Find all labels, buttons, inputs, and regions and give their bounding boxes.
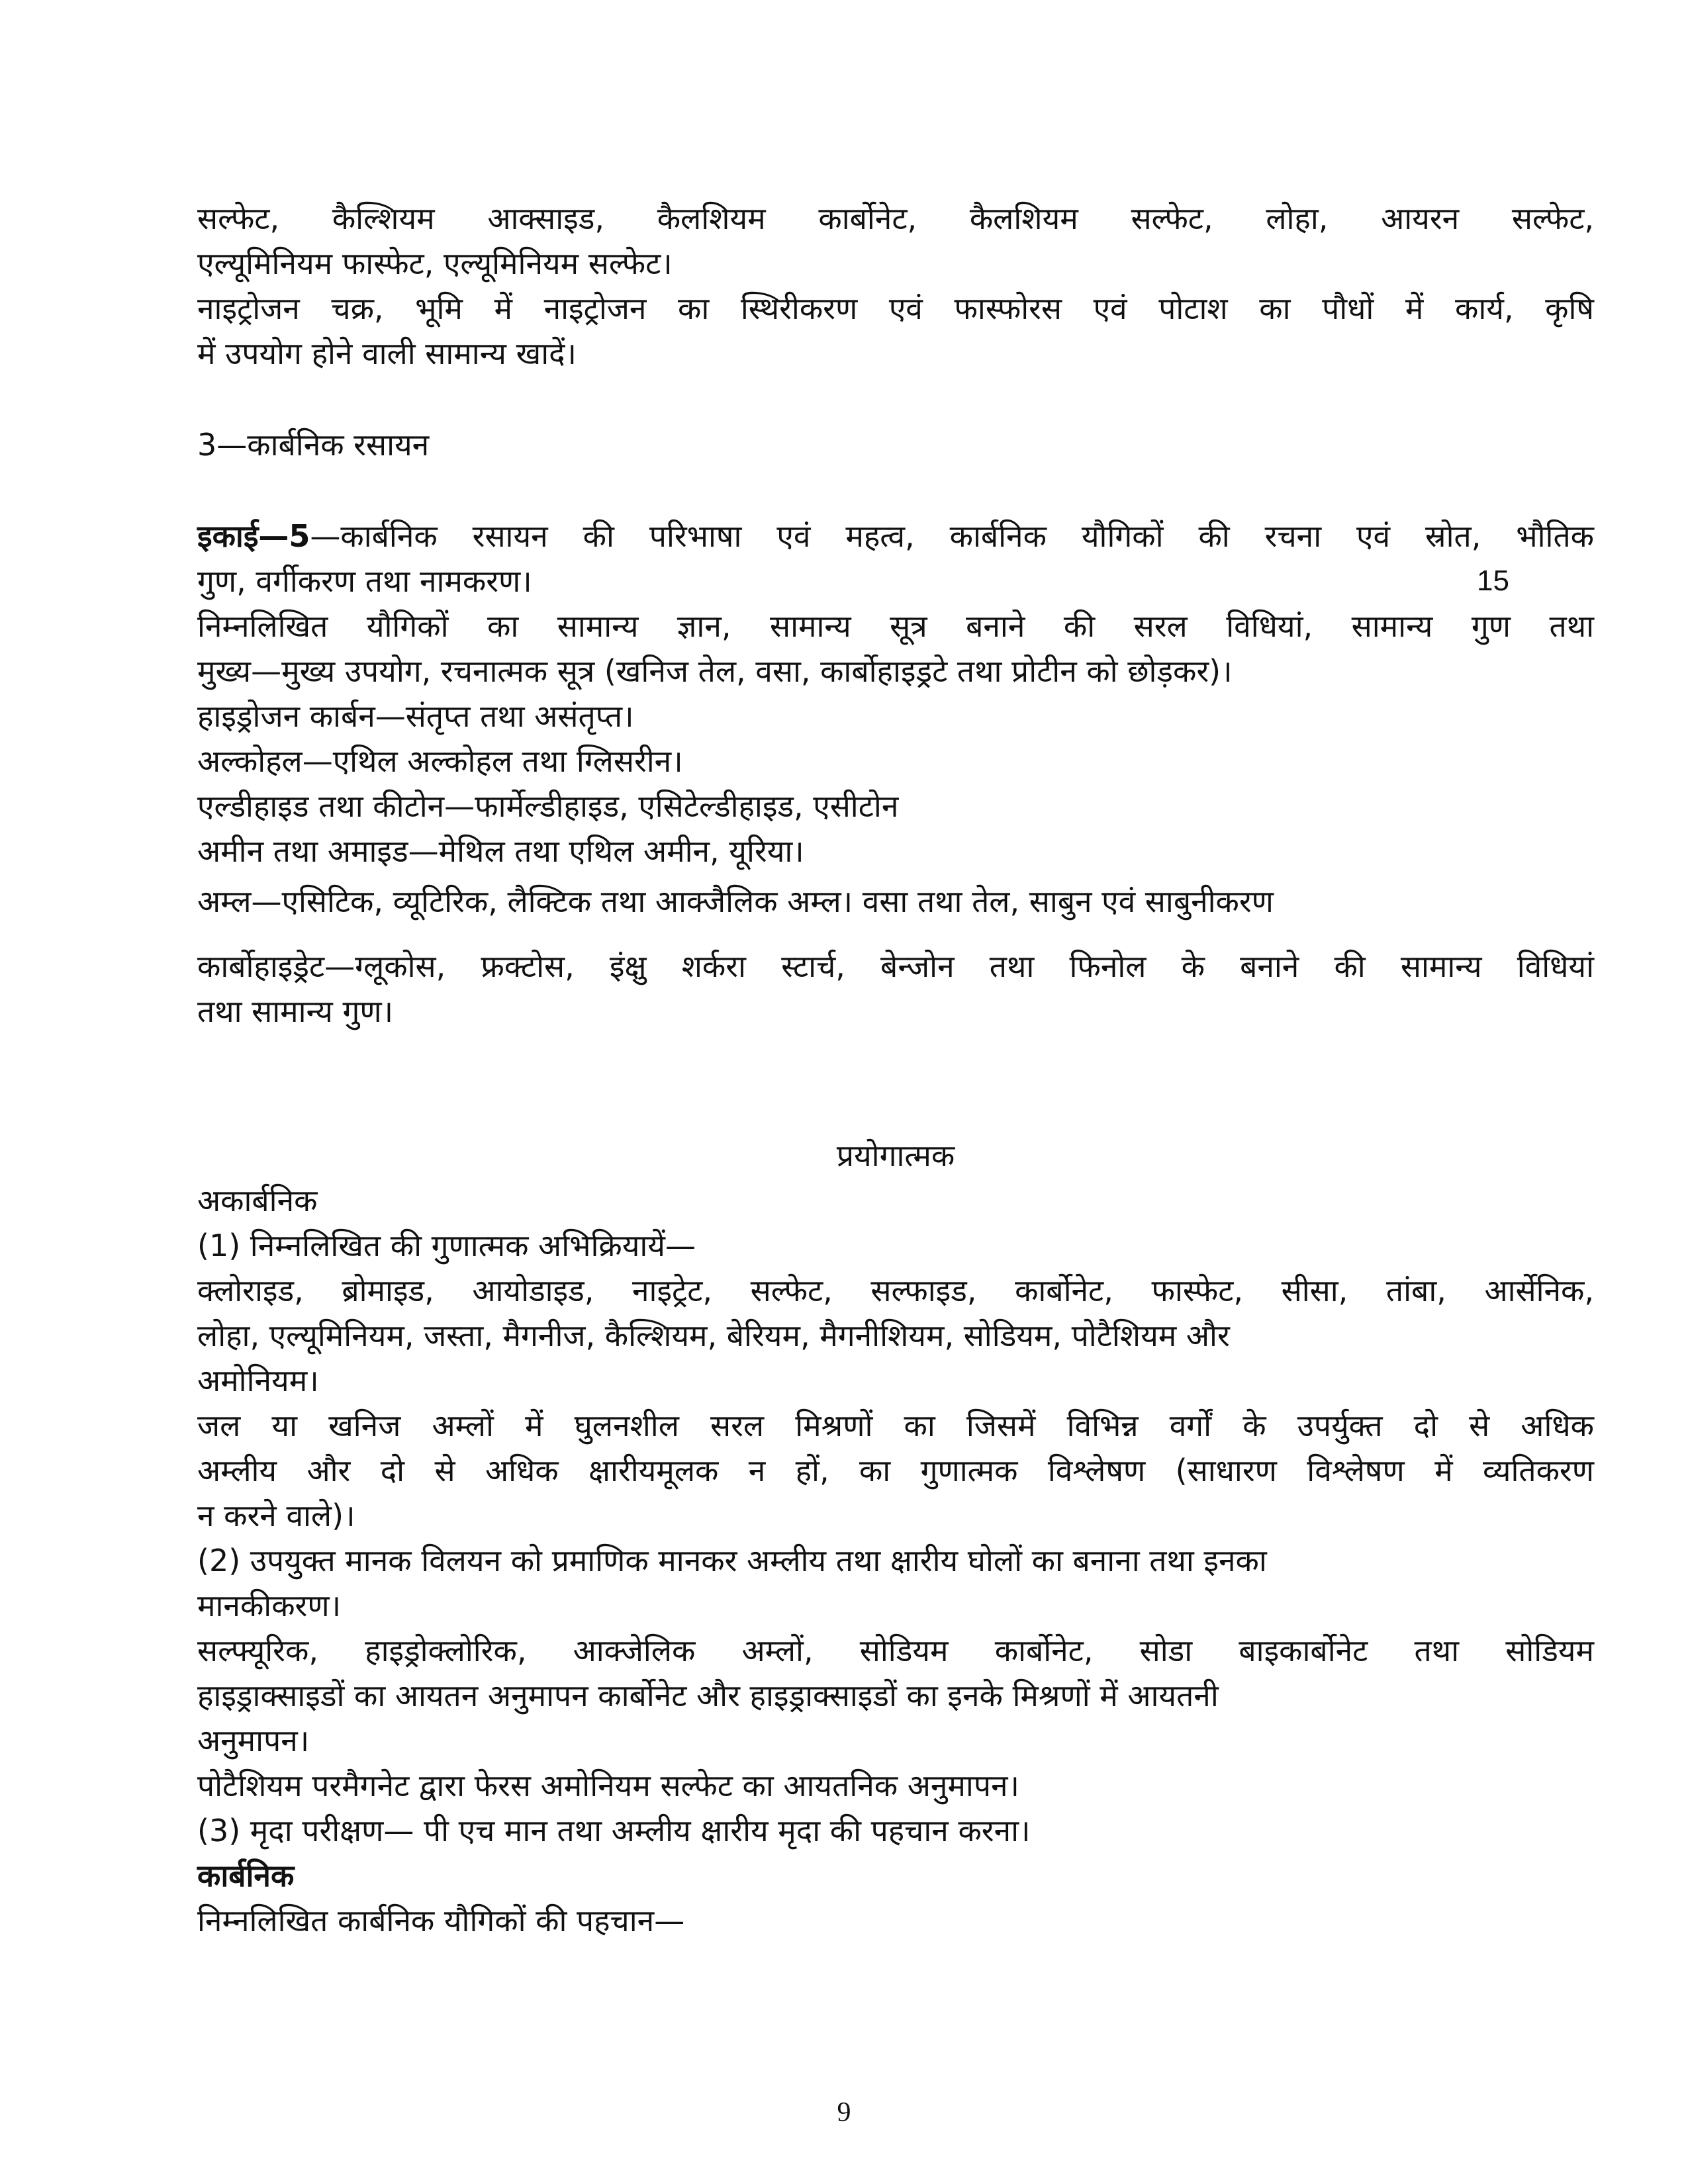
inorganic-heading: अकार्बनिक [197, 1183, 318, 1218]
unit-5-marks: 15 [1477, 565, 1509, 597]
section-3-line-2: मुख्य—मुख्य उपयोग, रचनात्मक सूत्र (खनिज तेल, वसा, कार्बोहाइड्रटे तथा प्रोटीन को छोड़कर)। [197, 653, 1233, 689]
practical-item-1-line-6: न करने वाले)। [197, 1498, 355, 1533]
document-page [197, 196, 1594, 1943]
practical-item-2-line-3: सल्फ्यूरिक, हाइड्रोक्लोरिक, आक्जेलिक अम्लों, सोडियम कार्बोनेट, सोडा बाइकार्बोनेट तथा सोडियम [197, 1633, 1594, 1668]
section-3-line-5: एल्डीहाइड तथा कीटोन—फार्मेल्डीहाइड, एसिटेल्डीहाइड, एसीटोन [197, 788, 899, 824]
practical-item-2-line-1: (2) उपयुक्त मानक विलयन को प्रमाणिक मानकर अम्लीय तथा क्षारीय घोलों का बनाना तथा इनका [197, 1543, 1267, 1578]
page-number: 9 [837, 2097, 851, 2128]
unit-5-label: इकाई—5 [197, 518, 310, 554]
practical-item-1-line-2: लोहा, एल्यूमिनियम, जस्ता, मैगनीज, कैल्शियम, बेरियम, मैगनीशियम, सोडियम, पोटैशियम और [197, 1318, 1230, 1353]
unit-5-line-1 [197, 514, 1594, 559]
section-3-line-6: अमीन तथा अमाइड—मेथिल तथा एथिल अमीन, यूरिया। [197, 833, 804, 869]
section-3-line-4: अल्कोहल—एथिल अल्कोहल तथा ग्लिसरीन। [197, 743, 683, 779]
organic-heading: कार्बनिक [197, 1858, 295, 1893]
intro-line-4: में उपयोग होने वाली सामान्य खादें। [197, 336, 577, 371]
intro-line-1: सल्फेट, कैल्शियम आक्साइड, कैलशियम कार्बोनेट, कैलशियम सल्फेट, लोहा, आयरन सल्फेट, [197, 201, 1594, 236]
practical-item-1-title: (1) निम्नलिखित की गुणात्मक अभिक्रियायें— [197, 1228, 696, 1263]
carbohydrate-line-2: तथा सामान्य गुण। [197, 993, 394, 1029]
practical-item-1-line-3: अमोनियम। [197, 1363, 319, 1398]
carbohydrate-line-1: कार्बोहाइड्रेट—ग्लूकोस, फ्रक्टोस, इंक्षु शर्करा स्टार्च, बेन्जोन तथा फिनोल के बनाने की सामान्य विधियां [197, 948, 1594, 984]
practical-item-1-line-5: अम्लीय और दो से अधिक क्षारीयमूलक न हों, का गुणात्मक विश्लेषण (साधारण विश्लेषण में व्यतिकरण [197, 1453, 1594, 1488]
unit-5-line-2-row [197, 559, 1594, 604]
practical-item-2-line-2: मानकीकरण। [197, 1588, 342, 1623]
practical-item-1-line-4: जल या खनिज अम्लों में घुलनशील सरल मिश्रणों का जिसमें विभिन्न वर्गों के उपर्युक्त दो से अधिक [197, 1408, 1594, 1443]
unit-5-line-1-rest: —कार्बनिक रसायन की परिभाषा एवं महत्व, कार्बनिक यौगिकों की रचना एवं स्रोत, भौतिक [310, 518, 1594, 554]
section-3-line-3: हाइड्रोजन कार्बन—संतृप्त तथा असंतृप्त। [197, 698, 634, 734]
unit-5-line-2: गुण, वर्गीकरण तथा नामकरण। [197, 563, 532, 599]
practical-item-3-line-1: (3) मृदा परीक्षण— पी एच मान तथा अम्लीय क्षारीय मृदा की पहचान करना। [197, 1813, 1031, 1848]
practical-item-2-line-4: हाइड्राक्साइडों का आयतन अनुमापन कार्बोनेट और हाइड्राक्साइडों का इनके मिश्रणों में आयतनी [197, 1678, 1219, 1713]
practical-title: प्रयोगात्मक [836, 1138, 955, 1173]
practical-item-1-line-1: क्लोराइड, ब्रोमाइड, आयोडाइड, नाइट्रेट, सल्फेट, सल्फाइड, कार्बोनेट, फास्फेट, सीसा, तांबा, आर्सेनिक, [197, 1273, 1594, 1308]
organic-line-1: निम्नलिखित कार्बनिक यौगिकों की पहचान— [197, 1903, 685, 1938]
section-3-line-1: निम्नलिखित यौगिकों का सामान्य ज्ञान, सामान्य सूत्र बनाने की सरल विधियां, सामान्य गुण तथा [197, 608, 1594, 644]
intro-line-3: नाइट्रोजन चक्र, भूमि में नाइट्रोजन का स्थिरीकरण एवं फास्फोरस एवं पोटाश का पौधों में कार्य, कृषि [197, 291, 1594, 326]
acids-line: अम्ल—एसिटिक, व्यूटिरिक, लैक्टिक तथा आक्जैलिक अम्ल। वसा तथा तेल, साबुन एवं साबुनीकरण [197, 884, 1274, 919]
practical-item-2-line-5: अनुमापन। [197, 1723, 310, 1758]
intro-line-2: एल्यूमिनियम फास्फेट, एल्यूमिनियम सल्फेट। [197, 246, 673, 281]
section-3-heading: 3—कार्बनिक रसायन [197, 427, 430, 463]
practical-item-2-line-6: पोटैशियम परमैगनेट द्वारा फेरस अमोनियम सल्फेट का आयतनिक अनुमापन। [197, 1768, 1019, 1803]
